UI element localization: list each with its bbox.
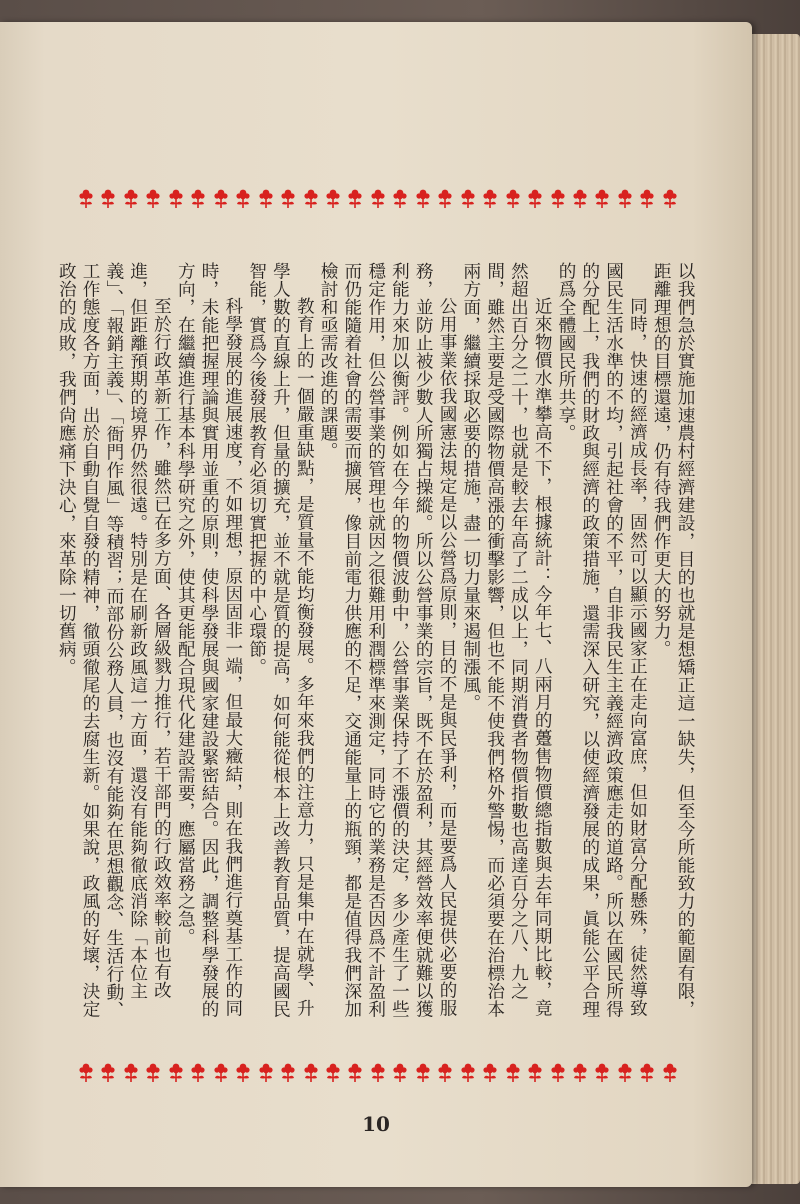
flower-ornament-icon [347, 188, 363, 210]
flower-ornament-icon [572, 1062, 588, 1084]
flower-ornament-icon [617, 188, 633, 210]
flower-ornament-icon [594, 188, 610, 210]
paragraph-1: 以我們急於實施加速農村經濟建設，目的也就是想矯正這一缺失，但至今所能致力的範圍有限，距離理想的目標還遠，仍有待我們作更大的努力。 [651, 262, 695, 1018]
flower-ornament-icon [460, 188, 476, 210]
flower-ornament-icon [460, 1062, 476, 1084]
vertical-text-body [56, 262, 696, 1032]
flower-ornament-icon [662, 188, 678, 210]
flower-ornament-icon [392, 1062, 408, 1084]
book-page [0, 22, 752, 1187]
flower-ornament-icon [347, 1062, 363, 1084]
flower-ornament-icon [617, 1062, 633, 1084]
flower-ornament-icon [437, 1062, 453, 1084]
flower-ornament-icon [550, 1062, 566, 1084]
flower-ornament-icon [437, 188, 453, 210]
flower-ornament-icon [572, 188, 588, 210]
flower-ornament-icon [639, 188, 655, 210]
flower-ornament-icon [482, 188, 498, 210]
flower-ornament-icon [280, 188, 296, 210]
flower-ornament-icon [258, 1062, 274, 1084]
flower-ornament-icon [123, 188, 139, 210]
flower-ornament-icon [527, 188, 543, 210]
flower-ornament-icon [145, 1062, 161, 1084]
flower-ornament-icon [482, 1062, 498, 1084]
flower-ornament-icon [213, 1062, 229, 1084]
flower-ornament-icon [415, 188, 431, 210]
flower-ornament-icon [190, 188, 206, 210]
flower-ornament-icon [168, 1062, 184, 1084]
flower-ornament-icon [78, 1062, 94, 1084]
flower-ornament-icon [100, 188, 116, 210]
paragraph-7: 至於行政革新工作，雖然已在多方面、各層級戮力推行，若干部門的行政效率較前也有改進，但距離預期的境界仍然很遠。特別是在刷新政風這一方面，還沒有能夠徹底消除「本位主義」、「報銷主義」、「衙門作風」等積習；而部份公務人員，也沒有能夠在思想觀念、生活行動、工作態度各方面，出於自動自覺自發的精神，徹頭徹尾的去腐生新。如果說，政風的好壞，決定政治的成敗，我們尙應痛下決心，來革除一切舊病。 [56, 262, 172, 1019]
flower-ornament-icon [213, 188, 229, 210]
flower-ornament-icon [325, 1062, 341, 1084]
flower-ornament-icon [325, 188, 341, 210]
flower-ornament-icon [78, 188, 94, 210]
bottom-ornament-border [78, 1060, 678, 1086]
flower-ornament-icon [550, 188, 566, 210]
flower-ornament-icon [190, 1062, 206, 1084]
flower-ornament-icon [505, 1062, 521, 1084]
flower-ornament-icon [415, 1062, 431, 1084]
flower-ornament-icon [280, 1062, 296, 1084]
flower-ornament-icon [527, 1062, 543, 1084]
paragraph-5: 教育上的一個嚴重缺點，是質量不能均衡發展。多年來我們的注意力，只是集中在就學、升學人數的直線上升，但量的擴充，並不就是質的提高，如何能從根本上改善教育品質，提高國民智能，實爲今後發展教育必須切實把握的中心環節。 [246, 262, 315, 1018]
paragraph-3: 近來物價水準攀高不下，根據統計：今年七、八兩月的躉售物價總指數與去年同期比較，竟然超出百分之二十，也就是較去年高了二成以上，同期消費者物價指數也高達百分之八、九之間，雖然主要是受國際物價高漲的衝擊影響，但也不能不使我們格外警惕，而必須要在治標治本兩方面，繼續採取必要的措施，盡一切力量來遏制漲風。 [460, 262, 553, 1018]
flower-ornament-icon [370, 188, 386, 210]
page-number: 10 [362, 1112, 390, 1136]
flower-ornament-icon [303, 188, 319, 210]
flower-ornament-icon [594, 1062, 610, 1084]
top-ornament-border [78, 186, 678, 212]
paragraph-4: 公用事業依我國憲法規定是以公營爲原則，目的不是與民爭利，而是要爲人民提供必要的服務，並防止被少數人所獨占操縱。所以公營事業的宗旨，既不在於盈利，其經營效率便就難以獲利能力來加以衡評。例如在今年的物價波動中，公營事業保持了不漲價的決定，多少產生了一些穩定作用，但公營事業的管理也就因之很難用利潤標準來測定，同時它的業務是否因爲不計盈利而仍能隨着社會的需要而擴展，像目前電力供應的不足，交通能量上的瓶頸，都是值得我們深加檢討和亟需改進的課題。 [318, 262, 458, 1018]
flower-ornament-icon [370, 1062, 386, 1084]
flower-ornament-icon [392, 188, 408, 210]
paragraph-6: 科學發展的進展速度，不如理想，原因固非一端，但最大癥結，則在我們進行奠基工作的同時，未能把握理論與實用並重的原則，使科學發展與國家建設緊密結合。因此，調整科學發展的方向，在繼續進行基本科學研究之外，使其更能配合現代化建設需要，應屬當務之急。 [175, 262, 243, 1018]
flower-ornament-icon [123, 1062, 139, 1084]
flower-ornament-icon [235, 1062, 251, 1084]
flower-ornament-icon [639, 1062, 655, 1084]
flower-ornament-icon [100, 1062, 116, 1084]
flower-ornament-icon [258, 188, 274, 210]
flower-ornament-icon [145, 188, 161, 210]
flower-ornament-icon [168, 188, 184, 210]
flower-ornament-icon [505, 188, 521, 210]
flower-ornament-icon [662, 1062, 678, 1084]
paragraph-2: 同時，快速的經濟成長率，固然可以顯示國家正在走向富庶，但如財富分配懸殊，徒然導致國民生活水準的不均，引起社會的不平，自非我民生主義經濟政策應走的道路。所以在國民所得的分配上，我們的財政與經濟的政策措施，還需深入研究，以使經濟發展的成果，眞能公平合理的爲全體國民所共享。 [556, 262, 648, 1018]
flower-ornament-icon [235, 188, 251, 210]
flower-ornament-icon [303, 1062, 319, 1084]
